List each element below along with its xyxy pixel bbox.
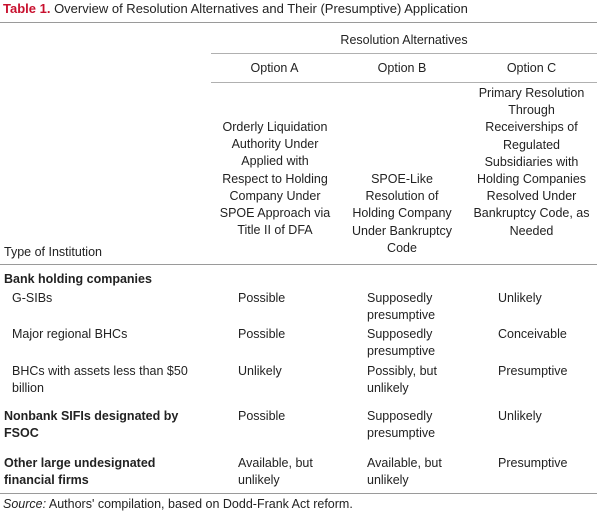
option-b-desc: SPOE-Like Resolution of Holding Company Under Bankruptcy Code xyxy=(351,172,453,255)
source-note xyxy=(3,496,353,512)
cell-option-b: Available, but unlikely xyxy=(367,456,442,488)
option-c-name: Option C xyxy=(506,61,557,75)
cell-option-c: Presumptive xyxy=(498,456,568,470)
header-group-label: Resolution Alternatives xyxy=(340,33,468,47)
row-label: BHCs with assets less than $50 billion xyxy=(12,364,188,396)
cell-option-c: Unlikely xyxy=(498,291,542,305)
cell-option-b: Supposedly presumptive xyxy=(367,291,436,323)
source-text: Authors' compilation, based on Dodd-Frank Act reform. xyxy=(46,497,353,511)
row-label: Other large undesignated financial firms xyxy=(4,456,156,488)
bottom-rule xyxy=(0,493,597,494)
cell-option-a: Possible xyxy=(238,291,286,305)
header-bottom-rule xyxy=(0,264,597,265)
top-rule xyxy=(0,22,597,23)
option-a-name: Option A xyxy=(250,61,299,75)
cell-option-a: Possible xyxy=(238,327,286,341)
cell-option-c: Unlikely xyxy=(498,409,542,423)
row-label: G-SIBs xyxy=(12,291,53,305)
table-title xyxy=(3,1,468,17)
source-label: Source: xyxy=(3,497,47,511)
option-b-name: Option B xyxy=(377,61,427,75)
cell-option-b: Supposedly presumptive xyxy=(367,409,436,441)
group-rule xyxy=(211,53,597,54)
cell-option-b: Possibly, but unlikely xyxy=(367,364,437,396)
type-of-institution-header: Type of Institution xyxy=(4,245,102,259)
option-a-desc: Orderly Liquidation Authority Under Applied with Respect to Holding Company Under SPOE Approach via Title II of DFA xyxy=(219,120,331,238)
table-number: Table 1. xyxy=(3,1,51,16)
row-label: Bank holding companies xyxy=(4,272,152,286)
row-label: Nonbank SIFIs designated by FSOC xyxy=(4,409,179,441)
cell-option-b: Supposedly presumptive xyxy=(367,327,436,359)
cell-option-a: Possible xyxy=(238,409,286,423)
row-label: Major regional BHCs xyxy=(12,327,128,341)
cell-option-a: Available, but unlikely xyxy=(238,456,313,488)
option-rule xyxy=(211,82,597,83)
option-c-desc: Primary Resolution Through Receiverships of Regulated Subsidiaries with Holding Companies Resolved Under Bankruptcy Code, as Needed xyxy=(473,86,590,238)
cell-option-a: Unlikely xyxy=(238,364,282,378)
table-caption: Overview of Resolution Alternatives and Their (Presumptive) Application xyxy=(50,1,468,16)
cell-option-c: Presumptive xyxy=(498,364,568,378)
cell-option-c: Conceivable xyxy=(498,327,567,341)
